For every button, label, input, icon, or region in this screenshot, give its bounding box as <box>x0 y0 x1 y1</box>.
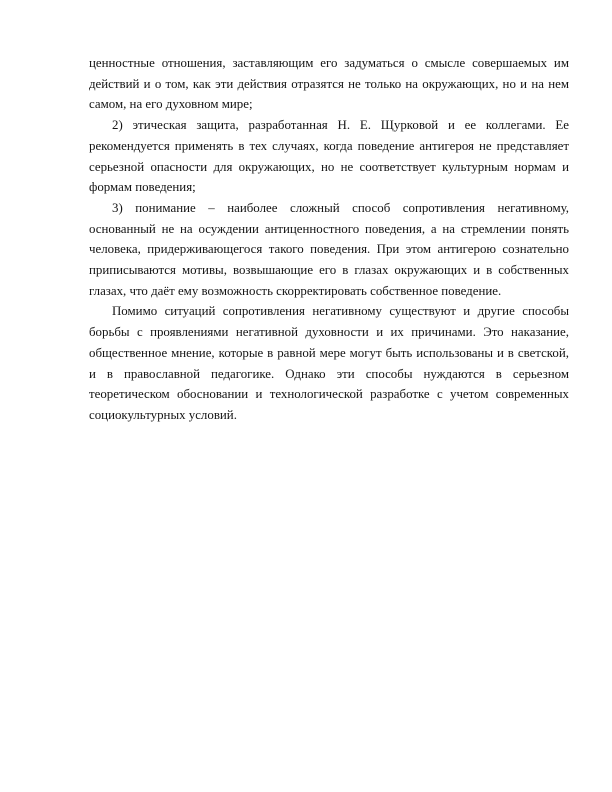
paragraph-ethical-protection: 2) этическая защита, разработанная Н. Е. Щурковой и ее коллегами. Ее рекомендуется применять в тех случаях, когда поведение антигероя не представляет серьезной опасности для окружающих, но не соответствует культурным нормам и формам поведения; <box>89 118 569 195</box>
paragraph-continuation: ценностные отношения, заставляющим его задуматься о смысле совершаемых им действий и о том, как эти действия отразятся не только на окружающих, но и на нем самом, на его духовном мире; <box>89 56 569 112</box>
paragraph-other-methods: Помимо ситуаций сопротивления негативному существуют и другие способы борьбы с проявлениями негативной духовности и их причинами. Это наказание, общественное мнение, которые в равной мере могут быть использованы и в светской, и в православной педагогике. Однако эти способы нуждаются в серьезном теоретическом обосновании и технологической разработке с учетом современных социокультурных условий. <box>89 304 569 422</box>
paragraph-understanding: 3) понимание – наиболее сложный способ сопротивления негативному, основанный не на осуждении антиценностного поведения, а на стремлении понять человека, придерживающегося такого поведения. При этом антигерою сознательно приписываются мотивы, возвышающие его в глазах окружающих и в собственных глазах, что даёт ему возможность скорректировать собственное поведение. <box>89 200 569 298</box>
body-text <box>89 53 569 426</box>
